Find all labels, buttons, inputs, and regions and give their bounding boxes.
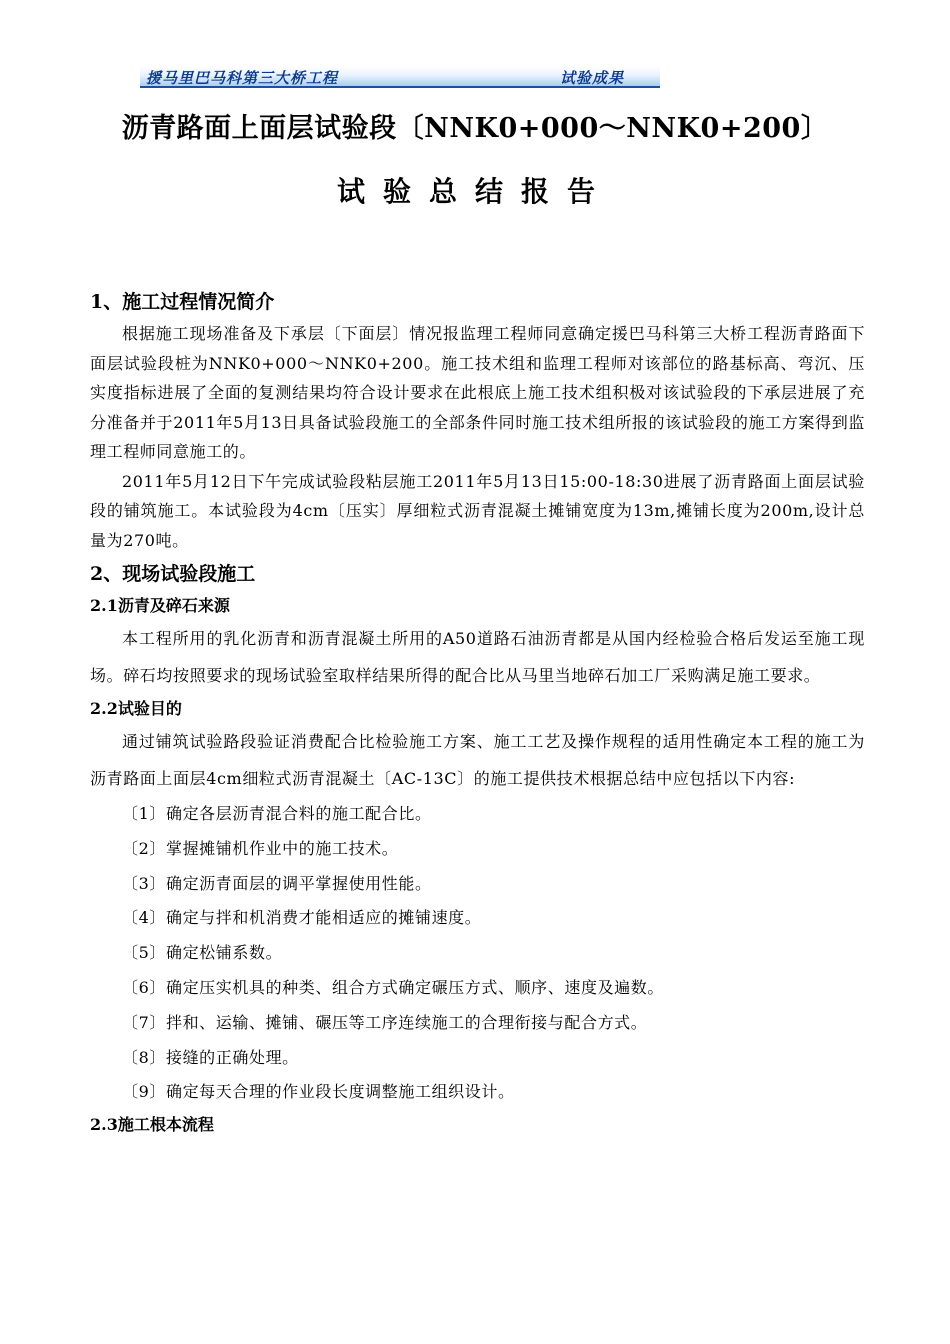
section-1-heading: 1、施工过程情况简介	[90, 291, 275, 313]
list-item: 〔4〕确定与拌和机消费才能相适应的摊铺速度。	[122, 908, 482, 928]
list-item: 〔1〕确定各层沥青混合料的施工配合比。	[122, 804, 432, 823]
header-project-name: 援马里巴马科第三大桥工程	[146, 69, 339, 87]
page-header	[140, 66, 660, 86]
section-2-heading: 2、现场试验段施工	[90, 563, 256, 585]
list-item: 〔9〕确定每天合理的作业段长度调整施工组织设计。	[122, 1082, 515, 1102]
section-2-3-heading: 2.3施工根本流程	[90, 1115, 214, 1135]
document-body	[90, 285, 865, 1140]
list-item: 〔8〕接缝的正确处理。	[122, 1047, 299, 1067]
document-subtitle: 试验总结报告	[336, 175, 613, 208]
list-item: 〔3〕确定沥青面层的调平掌握使用性能。	[122, 873, 432, 893]
section-2-1-paragraph: 本工程所用的乳化沥青和沥青混凝土所用的A50道路石油沥青都是从国内经检验合格后发运至施工现场。碎石均按照要求的现场试验室取样结果所得的配合比从马里当地碎石加工厂采购满足施工要求。	[90, 629, 865, 685]
section-1-paragraph-1: 根据施工现场准备及下承层〔下面层〕情况报监理工程师同意确定援巴马科第三大桥工程沥青路面下面层试验段桩为NNK0+000～NNK0+200。施工技术组和监理工程师对该部位的路基标高、弯沉、压实度指标进展了全面的复测结果均符合设计要求在此根底上施工技术组积极对该试验段的下承层进展了充分准备并于2011年5月13日具备试验段施工的全部条件同时施工技术组所报的该试验段的施工方案得到监理工程师同意施工的。	[90, 324, 865, 461]
list-item: 〔6〕确定压实机具的种类、组合方式确定碾压方式、顺序、速度及遍数。	[122, 977, 664, 997]
section-2-1-heading: 2.1沥青及碎石来源	[90, 596, 230, 615]
section-2-2-paragraph: 通过铺筑试验路段验证消费配合比检验施工方案、施工工艺及操作规程的适用性确定本工程的施工为沥青路面上面层4cm细粒式沥青混凝土〔AC-13C〕的施工提供技术根据总结中应包括以下内容:	[90, 732, 865, 788]
list-item: 〔2〕掌握摊铺机作业中的施工技术。	[122, 838, 399, 858]
section-2-2-heading: 2.2试验目的	[90, 699, 182, 718]
document-title: 沥青路面上面层试验段〔NNK0+000～NNK0+200〕	[121, 113, 829, 144]
header-doc-type: 试验成果	[560, 69, 625, 87]
objectives-list	[90, 797, 865, 1110]
list-item: 〔5〕确定松铺系数。	[122, 943, 283, 963]
list-item: 〔7〕拌和、运输、摊铺、碾压等工序连续施工的合理衔接与配合方式。	[122, 1012, 648, 1032]
section-1-paragraph-2: 2011年5月12日下午完成试验段粘层施工2011年5月13日15:00-18:30进展了沥青路面上面层试验段的铺筑施工。本试验段为4cm〔压实〕厚细粒式沥青混凝土摊铺宽度为13m,摊铺长度为200m,设计总量为270吨。	[90, 471, 865, 550]
